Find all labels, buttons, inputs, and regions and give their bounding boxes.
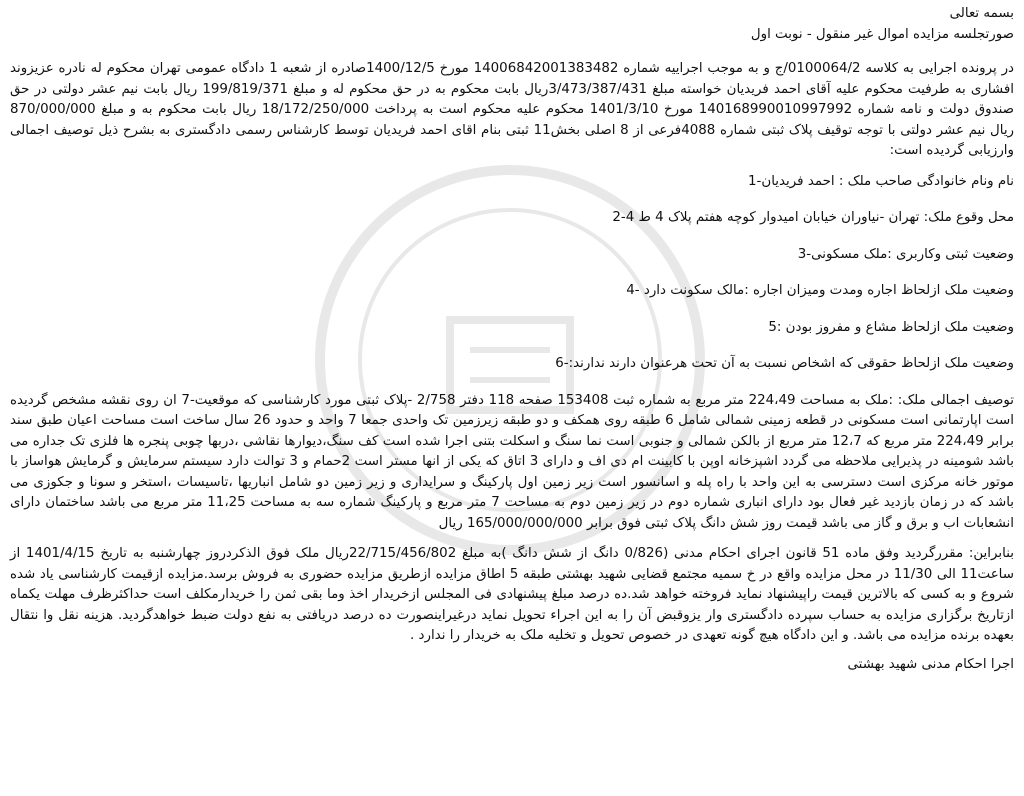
location-field: محل وقوع ملک: تهران -نیاوران خیابان امیدوار کوچه هفتم پلاک 4 ط 4-2 bbox=[612, 210, 1014, 225]
notice-document bbox=[10, 4, 1014, 675]
ownership-field: وضعیت ملک ازلحاظ مشاع و مفروز بودن :5 bbox=[768, 319, 1014, 335]
case-intro-paragraph: در پرونده اجرایی به کلاسه 0100064/2/ج و به موجب اجراییه شماره 14006842001383482 مورخ 1400/12/5صادره از شعبه 1 دادگاه عمومی تهران محکوم له نادره عزیزوند افشاری به طرفیت محکوم علیه آقای احمد فریدیان خواسته مبلغ 3/473/387/431ریال بابت محکوم به در حق محکوم له و مبلغ 199/819/371 ریال بابت نیم عشر دولتی در حق صندوق دولت و نامه شماره 140168990010997992 مورخ 1401/3/10 محکوم علیه محکوم است به پرداخت 18/172/250/000 ریال بابت محکوم به و مبلغ 870/000/000 ریال نیم عشر دولتی با توجه توقیف پلاک ثبتی شماره 4088فرعی از 8 اصلی بخش11 ثبتی بنام اقای احمد فریدیان توسط کارشناس رسمی دادگستری به بشرح ذیل توصیف اجمالی وارزیابی گردیده است: bbox=[10, 61, 1015, 158]
document-subject: صورتجلسه مزایده اموال غیر منقول - نوبت اول bbox=[750, 26, 1014, 42]
owner-field: نام ونام خانوادگی صاحب ملک : احمد فریدیان-1 bbox=[748, 173, 1014, 189]
property-description-paragraph: توصیف اجمالی ملک: :ملک به مساحت 224،49 متر مربع به شماره ثبت 153408 صفحه 118 دفتر 2/758 -پلاک ثبتی مورد کارشناسی که موقعیت-7 ان روی نقشه مشخص گردیده است اپارتمانی است مسکونی در قطعه زمینی شمالی شامل 6 طبقه روی همکف و دو طبقه زیرزمین تک واحدی جمعا 7 واحد و حدود 26 سال ساخت است مساحت اعیان طبق سند برابر 224،49 متر مربع که 12،7 متر مربع از بالکن شمالی و جنوبی است نما سنگ و اسکلت بتنی اجرا شده است کف سنگ،دیوارها نقاشی ،دربها چوبی پنجره ها فلزی تک جداره می باشد شومینه در پذیرایی ملاحظه می گردد اشپزخانه اوپن با کابینت ام دی اف و دارای 3 اتاق که یکی از انها مستر است 2حمام و 3 توالت دارد سیستم سرمایش و گرمایش هواساز با موتور خانه مرکزی است دسترسی به این واحد با راه پله و اسانسور است زیر زمین اول پارکینگ و سرایداری و زیر زمین دو شامل انباریها ،تاسیسات ،استخر و سونا و جکوزی می باشد که در زمان بازدید غیر فعال بود دارای انباری شماره دوم در زیر زمین دوم به مساحت 7 متر مربع و پارکینگ شماره سه به مساحت 11،25 متر مربع می باشد ساختمان دارای انشعابات اب و برق و گاز می باشد قیمت روز شش دانگ پلاک ثبتی فوق برابر 165/000/000/000 ریال bbox=[10, 392, 1015, 531]
auction-decision-paragraph: بنابراین: مقررگردید وفق ماده 51 قانون اجرای احکام مدنی (0/826 دانگ از شش دانگ )به مبلغ 22/715/456/802ریال ملک فوق الذکردروز چهارشنبه به تاریخ 1401/4/15 از ساعت11 الی 11/30 در محل مزایده واقع در خ سمیه مجتمع قضایی شهید بهشتی طبقه 5 اطاق مزایده ازطریق مزایده حضوری به فروش برسد.مزایده ازقیمت کارشناسی یاد شده شروع و به کسی که بالاترین قیمت راپیشنهاد نماید فروخته خواهد شد.ده درصد مبلغ پیشنهادی فی المجلس ازخریدار اخذ وما بقی ثمن را خریدارمکلف است حداکثرظرف مهلت یکماه ازتاریخ برگزاری مزایده به حساب سپرده دادگستری وار یزوقبض آن را به این اجراء تحویل نماید درغیراینصورت ده درصد دریافتی به نفع دولت ضبط خواهدگردید. هزینه نقل وا نتقال بعهده برنده مزایده می باشد. و این دادگاه هیچ گونه تعهدی در خصوص تحویل و تخلیه ملک به خریدار را ندارد . bbox=[10, 546, 1014, 643]
lease-field: وضعیت ملک ازلحاظ اجاره ومدت ومیزان اجاره :مالک سکونت دارد -4 bbox=[626, 283, 1014, 298]
paragraph-gap bbox=[10, 162, 1014, 172]
rights-field: وضعیت ملک ازلحاظ حقوقی که اشخاص نسبت به آن تحت هرعنوان دارند ندارند:-6 bbox=[555, 356, 1014, 371]
paragraph-gap bbox=[10, 534, 1014, 544]
document-heading: بسمه تعالی bbox=[949, 6, 1014, 21]
usage-field: وضعیت ثبتی وکاربری :ملک مسکونی-3 bbox=[797, 246, 1014, 262]
signature-line: اجرا احکام مدنی شهید بهشتی bbox=[847, 656, 1014, 672]
